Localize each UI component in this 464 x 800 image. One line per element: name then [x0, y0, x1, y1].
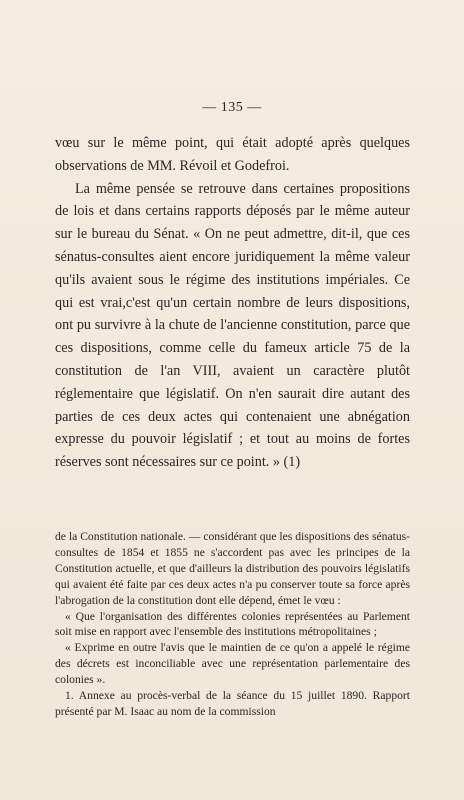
main-paragraph-2: La même pensée se retrouve dans certaines propositions de lois et dans certains rapports déposés par le même auteur sur le bureau du Sénat. « On ne peut admettre, dit-il, que ces sénatus-consultes aient encore juridiquement la même valeur qu'ils avaient sous le régime des institutions impériales. Ce qui est vrai,c'est qu'un certain nombre de leurs dispositions, ont pu survivre à la chute de l'ancienne constitution, parce que ces dispositions, comme celle du fameux article 75 de la constitution de l'an VIII, avaient un caractère plutôt réglementaire que législatif. On n'en saurait dire autant des parties de ces deux actes qui contenaient une abnégation expresse du pouvoir législatif ; et tout au moins de fortes réserves sont nécessaires sur ce point. » (1) — [55, 180, 410, 471]
footnote-1: 1. Annexe au procès-verbal de la séance du 15 juillet 1890. Rapport présenté par M. Isaac au nom de la commission — [55, 689, 410, 718]
footnote-quote-2: « Exprime en outre l'avis que le maintien de ce qu'on a appelé le régime des décrets est inconciliable avec une représentation parlementaire des colonies ». — [55, 641, 410, 687]
main-text — [55, 132, 410, 474]
main-paragraph-1: vœu sur le même point, qui était adopté après quelques observations de MM. Révoil et Godefroi. — [55, 135, 410, 174]
footnote-continuation: de la Constitution nationale. — considérant que les dispositions des sénatus-consultes de 1854 et 1855 ne s'accordent pas avec les principes de la Constitution actuelle, et que d'ailleurs la distribution des pouvoirs législatifs qui avaient été faite par ces deux actes n'a pu conserver toute sa force après l'abrogation de la constitution dont elle dépend, émet le vœu : — [55, 530, 410, 607]
page-number-header: — 135 — — [202, 100, 262, 115]
footnote-quote-1: « Que l'organisation des différentes colonies représentées au Parlement soit mise en rapport avec l'ensemble des institutions métropolitaines ; — [55, 609, 410, 639]
footnotes — [55, 529, 410, 720]
